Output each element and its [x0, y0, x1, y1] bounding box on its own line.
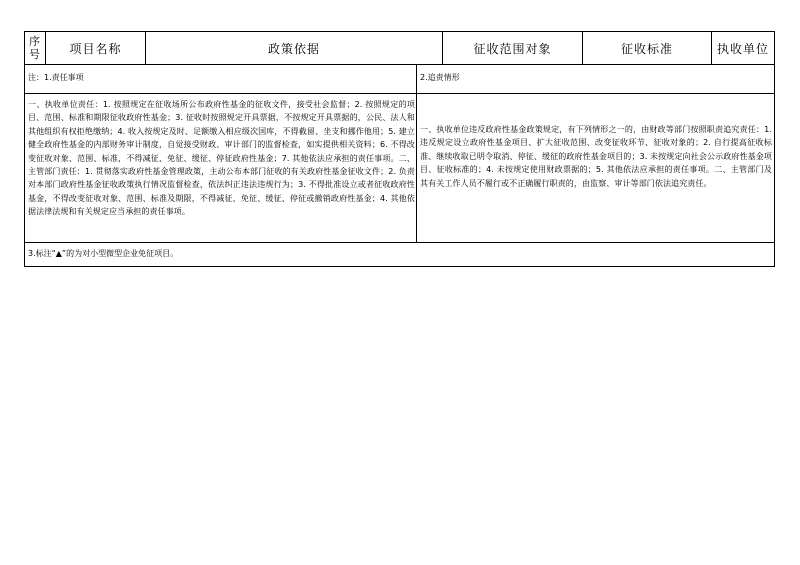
header-policy-basis: 政策依据: [267, 41, 320, 56]
column-divider: [145, 32, 146, 64]
column-divider: [45, 32, 46, 64]
column-divider: [442, 32, 443, 64]
note-exemption: 3.标注“▲”的为对小型微型企业免征项目。: [28, 249, 179, 258]
note-accountability-title: 2.追责情形: [420, 73, 460, 82]
header-seq-bottom: 号: [29, 48, 41, 61]
row-divider: [25, 242, 774, 243]
column-divider: [416, 64, 417, 242]
header-standard: 征收标准: [620, 41, 673, 56]
policy-table: [24, 31, 775, 267]
column-divider: [711, 32, 712, 64]
row-divider: [25, 64, 774, 65]
column-divider: [582, 32, 583, 64]
accountability-text: 一、执收单位违反政府性基金政策规定，有下列情形之一的，由财政等部门按照职责追究责任：1. 违反规定设立政府性基金项目、扩大征收范围、改变征收环节、征收对象的；2. 自行提高征收标准、继续收取已明令取消、停征、缓征的政府性基金项目的；3. 未按规定向社会公示政府性基金项目、征收标准的；4. 未按规定使用财政票据的；5. 其他依法应承担的责任事项。二、主管部门及其有关工作人员不履行或不正确履行职责的，由监察、审计等部门依法追究责任。: [420, 125, 772, 188]
responsibility-text: 一、执收单位责任：1. 按照规定在征收场所公布政府性基金的征收文件，接受社会监督；2. 按照规定的项目、范围、标准和期限征收政府性基金；3. 征收时按照规定开具票据，不按规定开具票据的，公民、法人和其他组织有权拒绝缴纳；4. 收入按规定及时、足额缴入相应级次国库，不得截留、坐支和挪作他用；5. 建立健全政府性基金的内部财务审计制度，自觉接受财政、审计部门的监督检查，如实提供相关资料；6. 不得改变征收对象、范围、标准，不得减征、免征、缓征、停征政府性基金；7. 其他依法应承担的责任事项。二、主管部门责任：1. 贯彻落实政府性基金管理政策，主动公布本部门征收的有关政府性基金征收文件；2. 负责对本部门政府性基金征收政策执行情况监督检查，依法纠正违法违规行为；3. 不得批准设立或者征收政府性基金，不得改变征收对象、范围、标准及期限，不得减征、免征、缓征、停征或撤销政府性基金；4. 其他依据法律法规和有关规定应当承担的责任事项。: [28, 100, 415, 217]
row-divider: [25, 93, 774, 94]
note-responsibility-title: 注：1.责任事项: [28, 73, 84, 82]
header-project-name: 项目名称: [69, 41, 122, 56]
header-seq-top: 序: [29, 35, 41, 48]
header-scope: 征收范围对象: [473, 41, 552, 56]
header-collecting-unit: 执收单位: [716, 41, 769, 56]
header-seq: [25, 32, 45, 64]
